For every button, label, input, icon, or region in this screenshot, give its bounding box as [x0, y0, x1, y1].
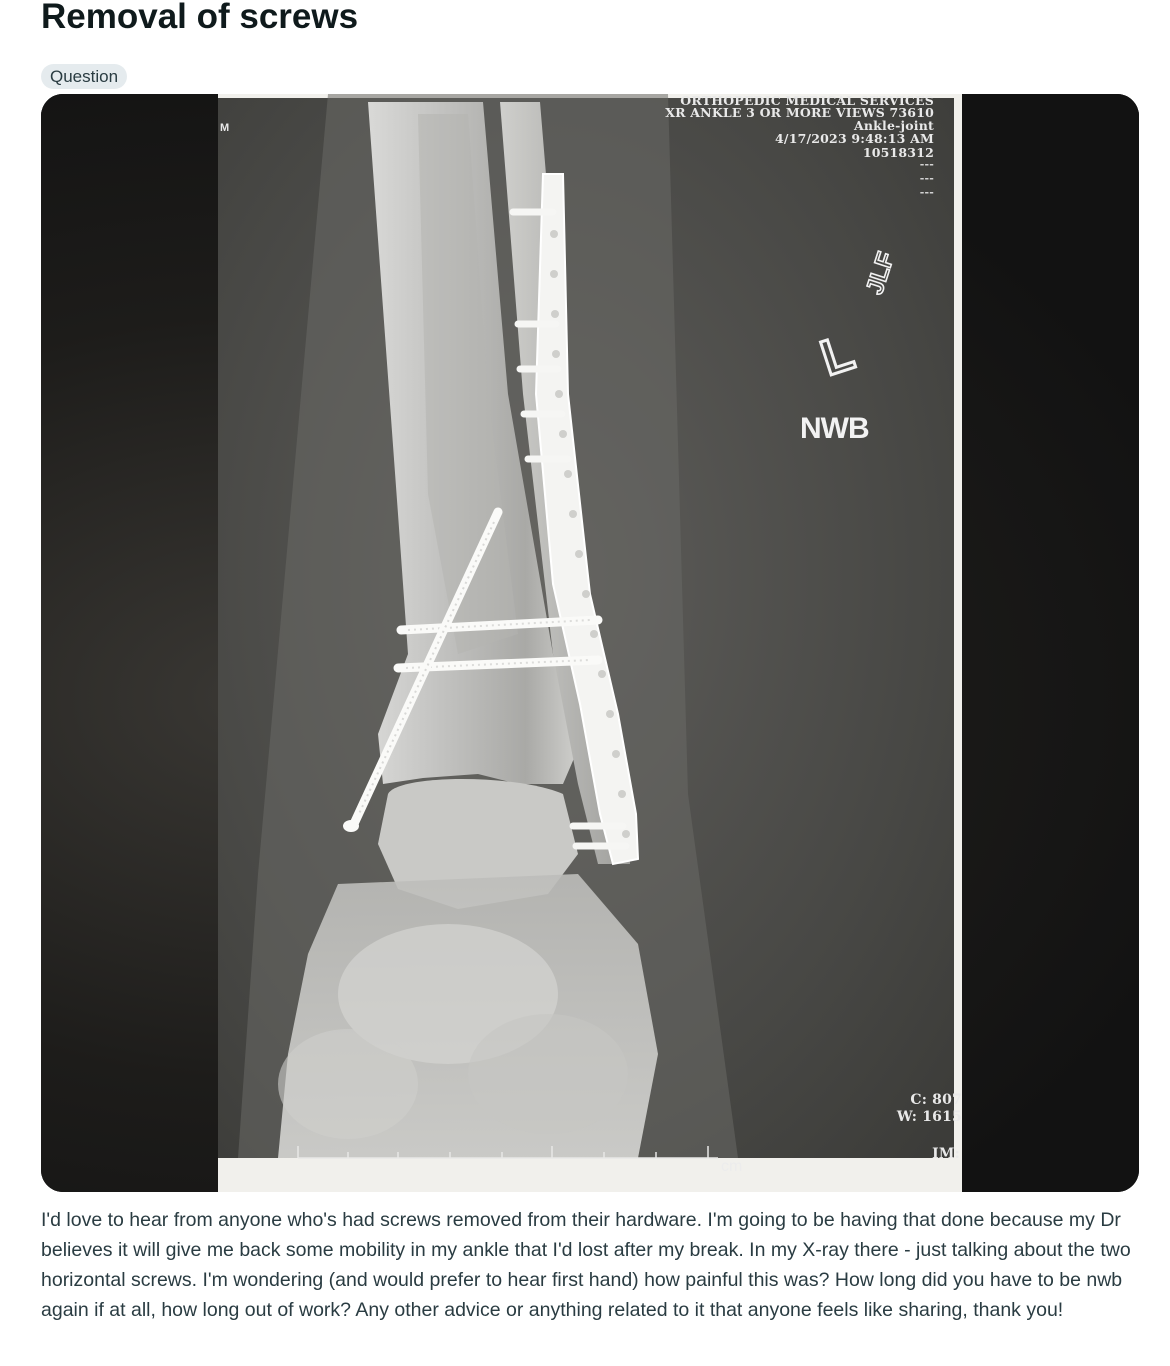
- xray-header-line: ---: [919, 172, 934, 185]
- xray-header-line: 10518312: [862, 145, 934, 160]
- xray-weight-note: NWB: [800, 412, 869, 445]
- post-flair[interactable]: Question: [41, 64, 127, 89]
- xray-image-label: IM:: [932, 1146, 960, 1162]
- xray-header-line: XR ANKLE 3 OR MORE VIEWS 73610: [665, 105, 934, 120]
- xray-scale-unit: cm: [721, 1158, 743, 1175]
- xray-initials-marker: JLF: [861, 248, 900, 298]
- xray-window-width: W: 1615: [896, 1109, 962, 1125]
- xray-image: [218, 94, 962, 1192]
- xray-photo: [218, 94, 962, 1192]
- xray-side-marker: L: [814, 323, 861, 387]
- xray-corner-mark: M: [220, 122, 230, 134]
- xray-header-line: 4/17/2023 9:48:13 AM: [775, 131, 934, 146]
- post-image[interactable]: [41, 94, 1139, 1192]
- xray-header-line: ---: [919, 158, 934, 171]
- xray-header-line: Ankle-joint: [853, 118, 934, 133]
- xray-header-line: ---: [919, 186, 934, 199]
- xray-window-center: C: 807: [910, 1092, 962, 1108]
- post-body: I'd love to hear from anyone who's had screws removed from their hardware. I'm going to be having that done because my Dr believes it will give me back some mobility in my ankle that I'd lost after my break. In my X-ray there - just talking about the two horizontal screws. I'm wondering (and would prefer to hear first hand) how painful this was? How long did you have to be nwb again if at all, how long out of work? Any other advice or anything related to it that anyone feels like sharing, thank you!: [41, 1209, 1131, 1321]
- xray-header-line: ORTHOPEDIC MEDICAL SERVICES: [680, 94, 934, 108]
- post-title: Removal of screws: [41, 0, 359, 36]
